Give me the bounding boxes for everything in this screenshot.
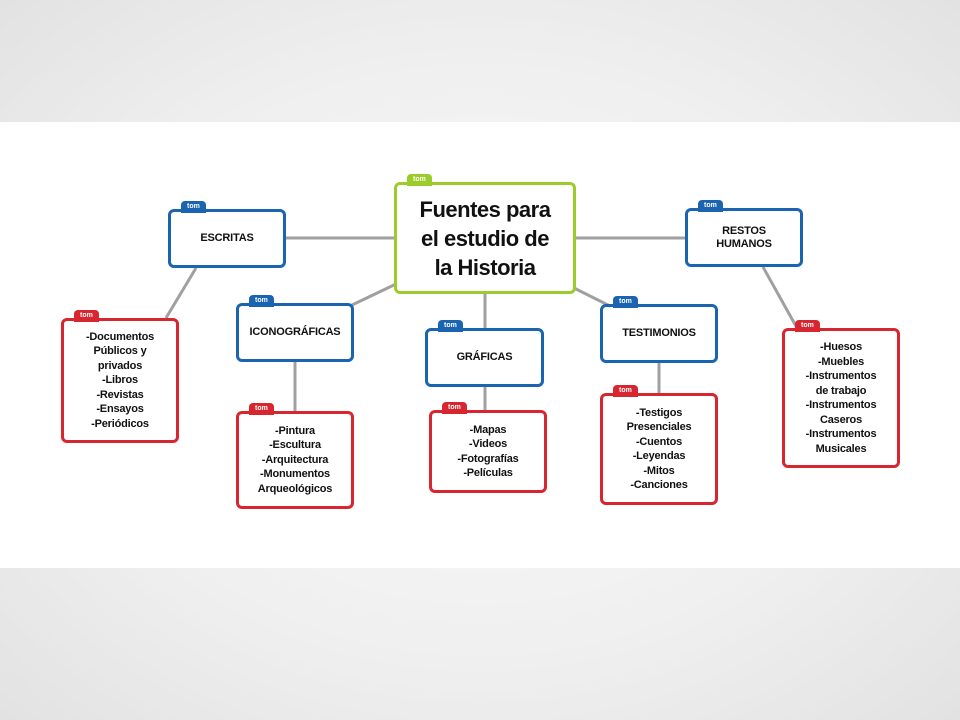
tag-label: tom <box>74 310 99 322</box>
connector-escritas-detail <box>166 268 196 318</box>
category-escritas <box>168 203 286 268</box>
tag-label: tom <box>795 320 820 332</box>
detail-graficas <box>429 404 547 493</box>
tag-label: tom <box>181 201 206 213</box>
tag-label: tom <box>249 403 274 415</box>
detail-iconograficas <box>236 405 354 509</box>
central-title: Fuentes para el estudio de la Historia <box>419 196 551 280</box>
tag-label: tom <box>613 296 638 308</box>
category-testimonios <box>600 298 718 363</box>
detail-list: -Mapas -Videos -Fotografías -Películas <box>457 423 519 479</box>
central-node <box>394 176 576 294</box>
tag-label: tom <box>407 174 432 186</box>
category-iconograficas <box>236 297 354 362</box>
category-label: RESTOS HUMANOS <box>716 224 772 250</box>
category-label: TESTIMONIOS <box>622 327 696 339</box>
tag-label: tom <box>438 320 463 332</box>
connector-restos-detail <box>763 267 797 328</box>
category-graficas <box>425 322 544 387</box>
detail-list: -Pintura -Escultura -Arquitectura -Monumentos Arqueológicos <box>257 424 333 495</box>
connector-iconograficas <box>352 284 396 305</box>
category-label: ESCRITAS <box>200 232 254 244</box>
detail-restos-humanos <box>782 322 900 468</box>
tag-label: tom <box>698 200 723 212</box>
tag-label: tom <box>442 402 467 414</box>
detail-list: -Huesos -Muebles -Instrumentos de trabajo -Instrumentos Caseros -Instrumentos Musicales <box>805 341 877 455</box>
detail-list: -Documentos Públicos y privados -Libros -Revistas -Ensayos -Periódicos <box>85 330 155 430</box>
category-restos-humanos <box>685 202 803 267</box>
detail-escritas <box>61 312 179 443</box>
detail-testimonios <box>600 387 718 505</box>
tag-label: tom <box>613 385 638 397</box>
tag-label: tom <box>249 295 274 307</box>
detail-list: -Testigos Presenciales -Cuentos -Leyendas -Mitos -Canciones <box>626 406 692 491</box>
category-label: GRÁFICAS <box>456 351 513 363</box>
category-label: ICONOGRÁFICAS <box>249 326 341 338</box>
